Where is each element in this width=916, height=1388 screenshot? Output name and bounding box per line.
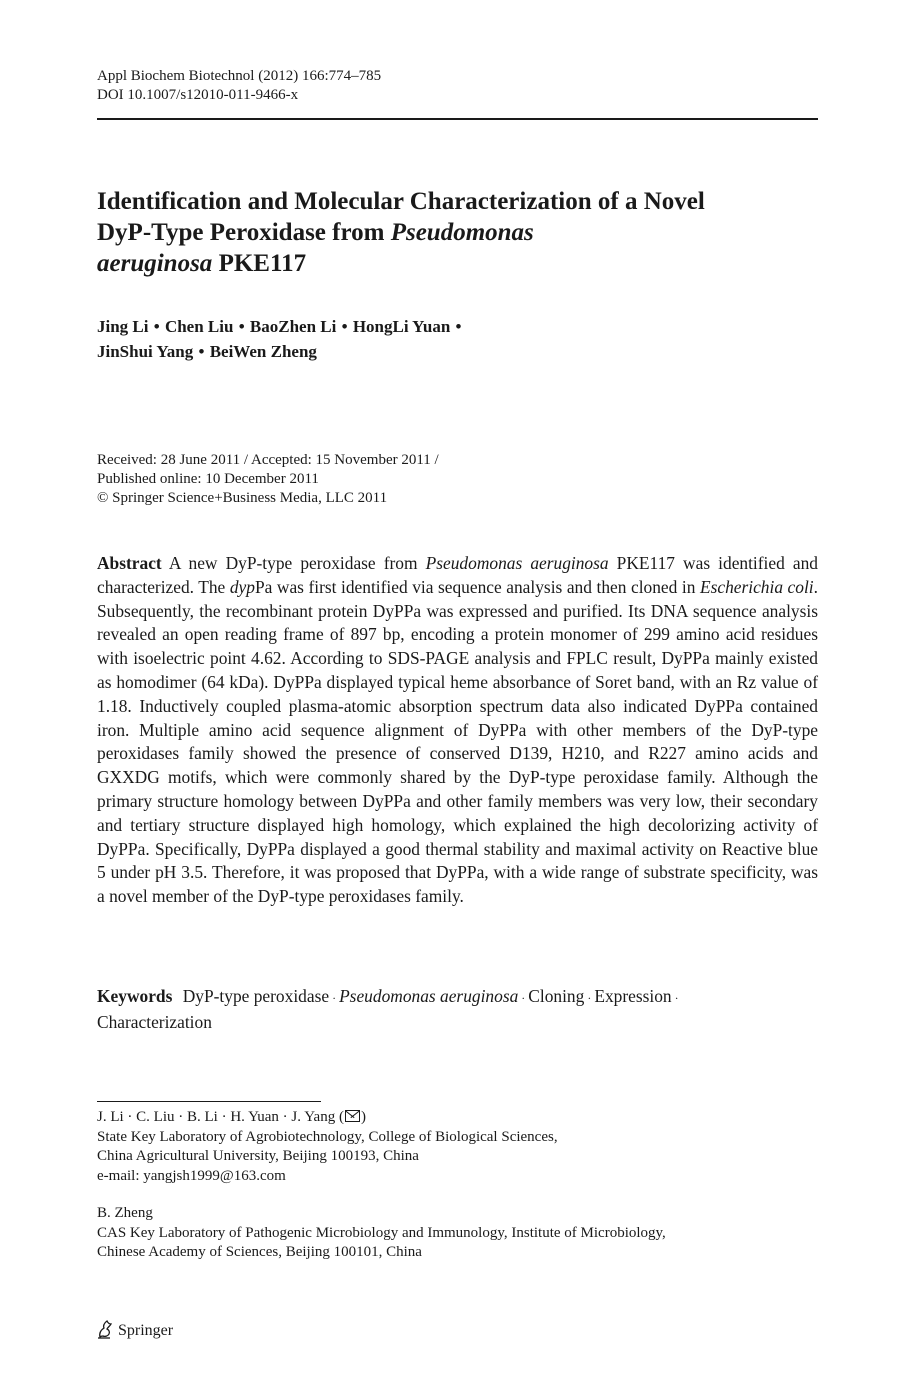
keyword: Characterization [97,1012,212,1032]
author-line-2 [97,339,463,364]
affiliation-2 [97,1204,666,1263]
author-name: HongLi Yuan [352,317,451,336]
paper-title [97,186,818,279]
affiliation-institution: State Key Laboratory of Agrobiotechnology, College of Biological Sciences, [97,1128,558,1145]
keyword: DyP-type peroxidase [182,986,330,1006]
publisher-footer [97,1319,173,1341]
title-species-genus: Pseudomonas [390,219,534,246]
species-name: Pseudomonas aeruginosa [425,553,609,573]
publisher-name: Springer [118,1322,174,1339]
author-line-1 [97,314,463,339]
keyword: Cloning [528,986,585,1006]
author-name: BeiWen Zheng [209,342,317,361]
affiliation-address: China Agricultural University, Beijing 100193, China [97,1148,419,1164]
keyword: Expression [594,986,672,1006]
affiliation-1 [97,1108,558,1186]
abstract-heading: Abstract [97,553,162,573]
affiliation-address: Chinese Academy of Sciences, Beijing 100101, China [97,1244,422,1260]
author-separator: • [153,317,160,336]
received-accepted: Received: 28 June 2011 / Accepted: 15 November 2011 / [97,452,439,468]
paper-page [97,0,818,1388]
abstract: Abstract A new DyP-type peroxidase from Pseudomonas aeruginosa PKE117 was identified and characterized. The dypPa was first identified via sequence analysis and then cloned in Escherichia coli. Subsequently, the recombinant protein DyPPa was expressed and purified. Its DNA sequence analysis revealed an open reading frame of 897 bp, encoding a protein monomer of 299 amino acid residues with isoelectric point 4.62. According to SDS-PAGE analysis and FPLC result, DyPPa mainly existed as homodimer (64 kDa). DyPPa displayed typical heme absorbance of Soret band, with an Rz value of 1.18. Inductively coupled plasma-atomic absorption spectrum data also indicated DyPPa contained iron. Multiple amino acid sequence alignment of DyPPa with other members of the DyP-type peroxidases family showed the presence of conserved D139, H210, and R227 amino acids and GXXDG motifs, which were commonly shared by the DyP-type peroxidase family. Although the primary structure homology between DyPPa and other family members was very low, their secondary and tertiary structure displayed high homology, which explained the high decolorizing activity of DyPPa. Specifically, DyPPa displayed a good thermal stability and maximal activity on Reactive blue 5 under pH 3.5. Therefore, it was proposed that DyPPa, with a wide range of substrate specificity, was a novel member of the DyP-type peroxidases family. [97,553,818,907]
author-separator: • [341,317,348,336]
title-line-2: DyP-Type Peroxidase from Pseudomonas [97,219,534,246]
keyword-separator: · [521,991,526,1005]
keyword: Pseudomonas aeruginosa [339,986,519,1006]
author-list [97,314,463,364]
copyright: © Springer Science+Business Media, LLC 2011 [97,490,388,506]
author-name: Jing Li [97,317,149,336]
envelope-icon [345,1110,360,1122]
journal-header [97,67,381,105]
keyword-separator: · [674,991,679,1005]
published-online: Published online: 10 December 2011 [97,471,319,487]
affiliation-authors: B. Zheng [97,1205,153,1221]
keyword-separator: · [587,991,592,1005]
author-separator: • [455,317,462,336]
keywords-heading: Keywords [97,986,173,1006]
title-line-1: Identification and Molecular Characterization of a Novel [97,188,705,215]
author-name: Chen Liu [164,317,234,336]
keyword-separator: · [332,991,337,1005]
host-organism: Escherichia coli [699,576,814,597]
title-line-3: aeruginosa PKE117 [97,250,307,277]
affiliation-institution: CAS Key Laboratory of Pathogenic Microbiology and Immunology, Institute of Microbiology, [97,1224,666,1241]
author-separator: • [238,317,245,336]
corresponding-email[interactable]: e-mail: yangjsh1999@163.com [97,1167,286,1184]
keywords [97,984,818,1034]
author-name: JinShui Yang [97,342,194,361]
gene-name: dyp [229,576,255,597]
header-rule [97,118,818,120]
footnote-rule [97,1101,321,1102]
author-separator: • [198,342,205,361]
title-species-epithet: aeruginosa [97,250,213,277]
affiliation-authors: J. Li · C. Liu · B. Li · H. Yuan · J. Yang ( ) [97,1109,366,1125]
publication-dates [97,451,439,508]
doi[interactable]: DOI 10.1007/s12010-011-9466-x [97,87,299,103]
journal-citation: Appl Biochem Biotechnol (2012) 166:774–785 [97,68,382,84]
springer-horse-icon [97,1319,115,1339]
author-name: BaoZhen Li [249,317,337,336]
